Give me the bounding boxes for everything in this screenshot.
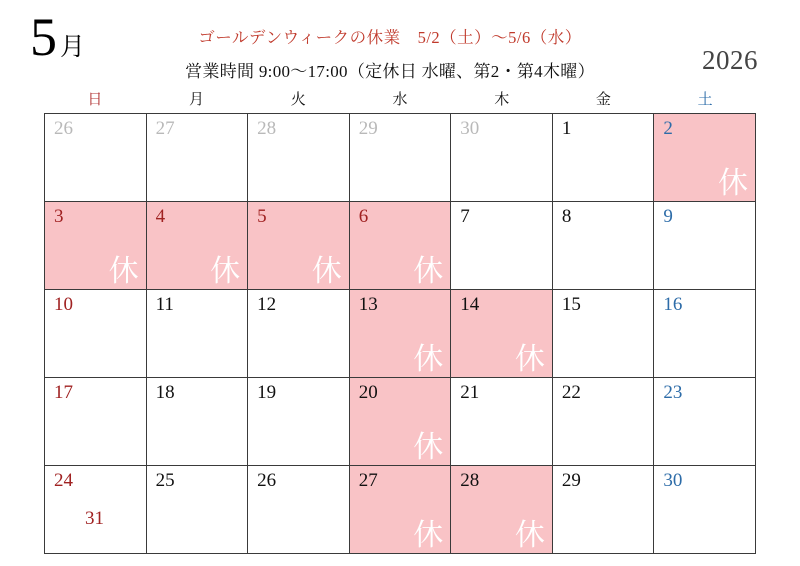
day-number: 20 bbox=[358, 382, 378, 403]
day-number: 3 bbox=[54, 206, 64, 227]
calendar-day-cell[interactable] bbox=[147, 466, 249, 554]
calendar-day-cell[interactable] bbox=[654, 114, 756, 202]
day-number: 17 bbox=[54, 382, 73, 403]
day-number: 16 bbox=[663, 294, 683, 315]
calendar-day-cell[interactable] bbox=[248, 290, 350, 378]
calendar-day-cell[interactable] bbox=[451, 202, 553, 290]
weekday-label-6: 土 bbox=[697, 92, 713, 108]
calendar-day-cell[interactable] bbox=[147, 290, 249, 378]
closed-day-mark: 休 bbox=[717, 167, 748, 200]
closed-day-mark: 休 bbox=[514, 343, 545, 376]
day-number: 30 bbox=[460, 118, 480, 139]
notice-hours-text: 営業時間 9:00〜17:00（定休日 水曜、第2・第4木曜） bbox=[185, 62, 595, 81]
closed-day-mark: 休 bbox=[413, 343, 444, 376]
calendar-day-cell[interactable] bbox=[553, 114, 655, 202]
day-number: 28 bbox=[460, 470, 480, 491]
day-number: 19 bbox=[257, 382, 277, 403]
day-number: 24 bbox=[54, 470, 73, 491]
calendar-day-cell[interactable] bbox=[147, 114, 249, 202]
calendar-day-cell[interactable] bbox=[45, 290, 147, 378]
day-number: 1 bbox=[561, 118, 572, 139]
calendar-day-cell[interactable] bbox=[553, 378, 655, 466]
day-number: 30 bbox=[663, 470, 683, 491]
calendar-day-cell[interactable] bbox=[553, 202, 655, 290]
calendar-day-cell[interactable] bbox=[654, 290, 756, 378]
day-number: 12 bbox=[257, 294, 277, 315]
calendar-day-cell[interactable] bbox=[147, 202, 249, 290]
closed-day-mark: 休 bbox=[413, 255, 444, 288]
day-number: 18 bbox=[155, 382, 175, 403]
day-number: 27 bbox=[358, 470, 378, 491]
calendar-day-cell[interactable] bbox=[45, 202, 147, 290]
day-number: 28 bbox=[257, 118, 277, 139]
calendar-day-cell[interactable] bbox=[350, 290, 452, 378]
closed-day-mark: 休 bbox=[413, 519, 444, 552]
calendar-day-cell[interactable] bbox=[350, 202, 452, 290]
day-number: 11 bbox=[155, 294, 174, 315]
year-label: 2026 bbox=[702, 45, 758, 75]
day-number: 7 bbox=[460, 206, 470, 227]
calendar-day-cell[interactable] bbox=[45, 466, 147, 554]
calendar-day-cell[interactable] bbox=[248, 114, 350, 202]
weekday-label-2: 火 bbox=[290, 92, 306, 108]
day-number: 29 bbox=[561, 470, 581, 491]
calendar-day-cell[interactable] bbox=[553, 290, 655, 378]
day-number: 2 bbox=[663, 118, 673, 139]
day-number: 21 bbox=[460, 382, 480, 403]
day-number: 29 bbox=[358, 118, 378, 139]
calendar-day-cell[interactable] bbox=[350, 378, 452, 466]
calendar-day-cell[interactable] bbox=[248, 466, 350, 554]
month-title bbox=[30, 7, 86, 67]
calendar-day-cell[interactable] bbox=[451, 114, 553, 202]
calendar-day-cell[interactable] bbox=[248, 202, 350, 290]
calendar-day-cell[interactable] bbox=[654, 466, 756, 554]
day-number: 27 bbox=[155, 118, 175, 139]
closed-day-mark: 休 bbox=[311, 255, 342, 288]
calendar-day-cell[interactable] bbox=[451, 466, 553, 554]
month-number: 5 bbox=[30, 7, 57, 67]
weekday-label-3: 水 bbox=[392, 92, 408, 108]
day-number: 10 bbox=[54, 294, 73, 315]
calendar-day-cell[interactable] bbox=[147, 378, 249, 466]
calendar-day-cell[interactable] bbox=[654, 378, 756, 466]
calendar-day-cell[interactable] bbox=[654, 202, 756, 290]
calendar-day-cell[interactable] bbox=[45, 378, 147, 466]
weekday-label-5: 金 bbox=[595, 92, 611, 108]
closed-day-mark: 休 bbox=[514, 519, 545, 552]
day-number: 26 bbox=[54, 118, 73, 139]
calendar-day-cell[interactable] bbox=[451, 378, 553, 466]
day-number: 4 bbox=[155, 206, 166, 227]
closed-day-mark: 休 bbox=[210, 255, 241, 288]
calendar-header bbox=[0, 0, 800, 88]
weekday-label-1: 月 bbox=[189, 92, 205, 108]
calendar-day-cell[interactable] bbox=[45, 114, 147, 202]
day-number: 25 bbox=[155, 470, 175, 491]
closed-day-mark: 休 bbox=[413, 431, 444, 464]
calendar-day-cell[interactable] bbox=[248, 378, 350, 466]
weekday-header-row bbox=[44, 88, 756, 113]
day-number-secondary: 31 bbox=[85, 508, 104, 529]
day-number: 9 bbox=[663, 206, 673, 227]
weekday-label-4: 木 bbox=[494, 92, 510, 108]
day-number: 13 bbox=[358, 294, 378, 315]
day-number: 5 bbox=[257, 206, 267, 227]
day-number: 22 bbox=[561, 382, 581, 403]
weekday-label-0: 日 bbox=[87, 92, 103, 108]
notice-block bbox=[120, 24, 660, 82]
day-number: 15 bbox=[561, 294, 581, 315]
month-suffix: 月 bbox=[60, 34, 86, 61]
day-number: 14 bbox=[460, 294, 480, 315]
calendar-day-cell[interactable] bbox=[451, 290, 553, 378]
closed-day-mark: 休 bbox=[108, 255, 139, 288]
calendar-day-cell[interactable] bbox=[350, 114, 452, 202]
day-number: 23 bbox=[663, 382, 683, 403]
calendar-day-cell[interactable] bbox=[553, 466, 655, 554]
calendar-grid bbox=[44, 113, 756, 554]
day-number: 6 bbox=[358, 206, 369, 227]
day-number: 26 bbox=[257, 470, 277, 491]
day-number: 8 bbox=[561, 206, 572, 227]
calendar-day-cell[interactable] bbox=[350, 466, 452, 554]
notice-holiday-text: ゴールデンウィークの休業 5/2（土）〜5/6（水） bbox=[198, 28, 582, 47]
